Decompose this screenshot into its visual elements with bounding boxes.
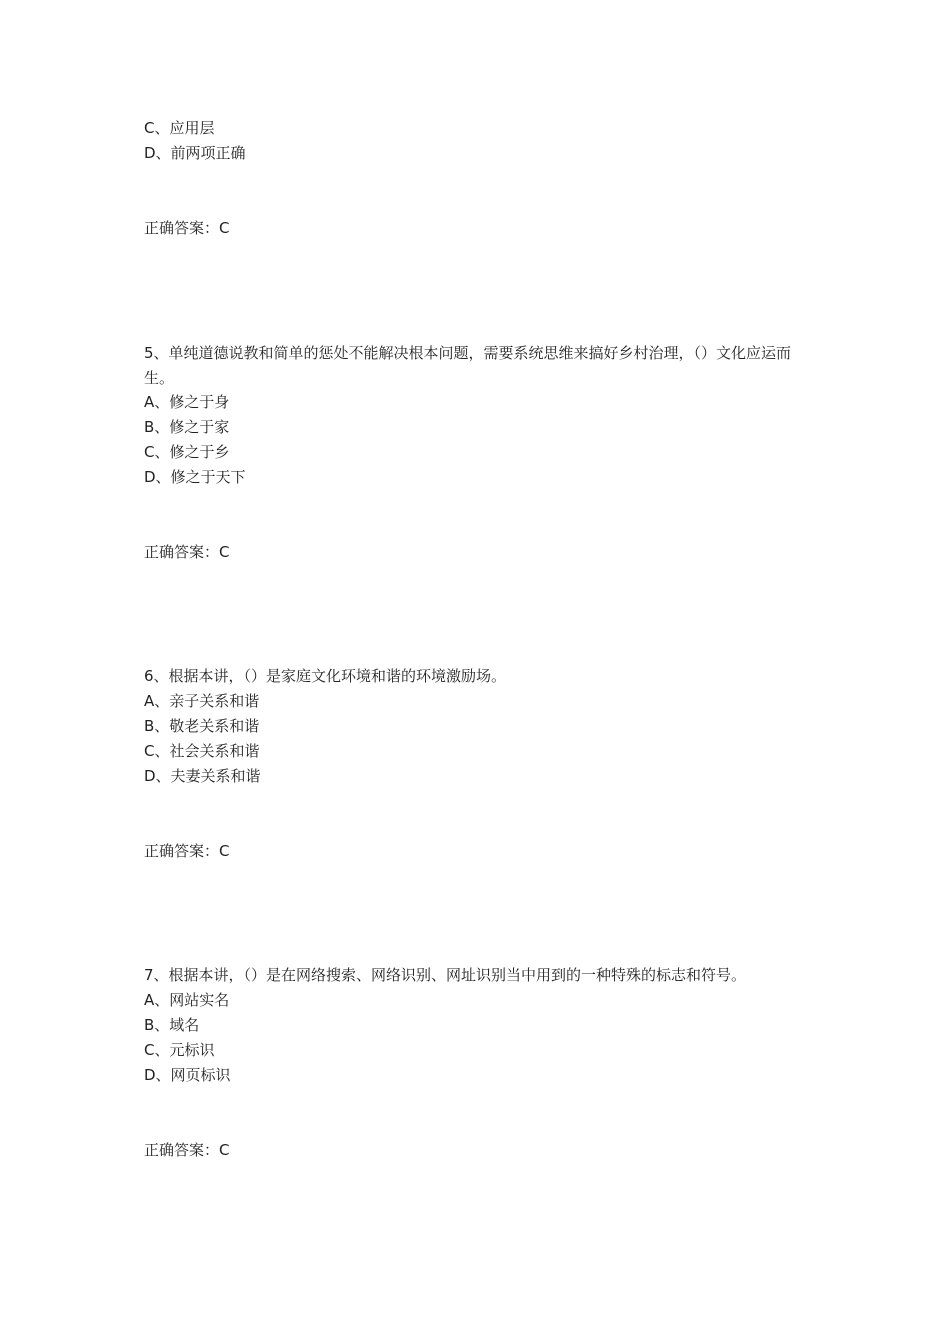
q6-question: 6、根据本讲，（）是家庭文化环境和谐的环境激励场。 [144,667,507,685]
q5-answer: 正确答案：C [144,543,230,561]
q7-option-a: A、网站实名 [144,991,230,1009]
q7-answer: 正确答案：C [144,1141,230,1159]
q5-question: 5、单纯道德说教和简单的惩处不能解决根本问题，需要系统思维来搞好乡村治理，（）文化应运而生。 [144,344,792,387]
q4-option-c: C、应用层 [144,119,215,137]
q6-option-a: A、亲子关系和谐 [144,692,260,710]
q5-option-b: B、修之于家 [144,418,230,436]
q7-question: 7、根据本讲，（）是在网络搜索、网络识别、网址识别当中用到的一种特殊的标志和符号。 [144,966,747,984]
q6-option-d: D、夫妻关系和谐 [144,767,261,785]
q4-option-d: D、前两项正确 [144,144,246,162]
q5-option-a: A、修之于身 [144,393,230,411]
q4-answer: 正确答案：C [144,219,230,237]
q5-option-c: C、修之于乡 [144,443,230,461]
q6-option-c: C、社会关系和谐 [144,742,260,760]
q6-answer: 正确答案：C [144,842,230,860]
q7-option-c: C、元标识 [144,1041,215,1059]
q7-option-b: B、域名 [144,1016,200,1034]
q6-option-b: B、敬老关系和谐 [144,717,260,735]
q7-option-d: D、网页标识 [144,1066,231,1084]
q5-option-d: D、修之于天下 [144,468,246,486]
